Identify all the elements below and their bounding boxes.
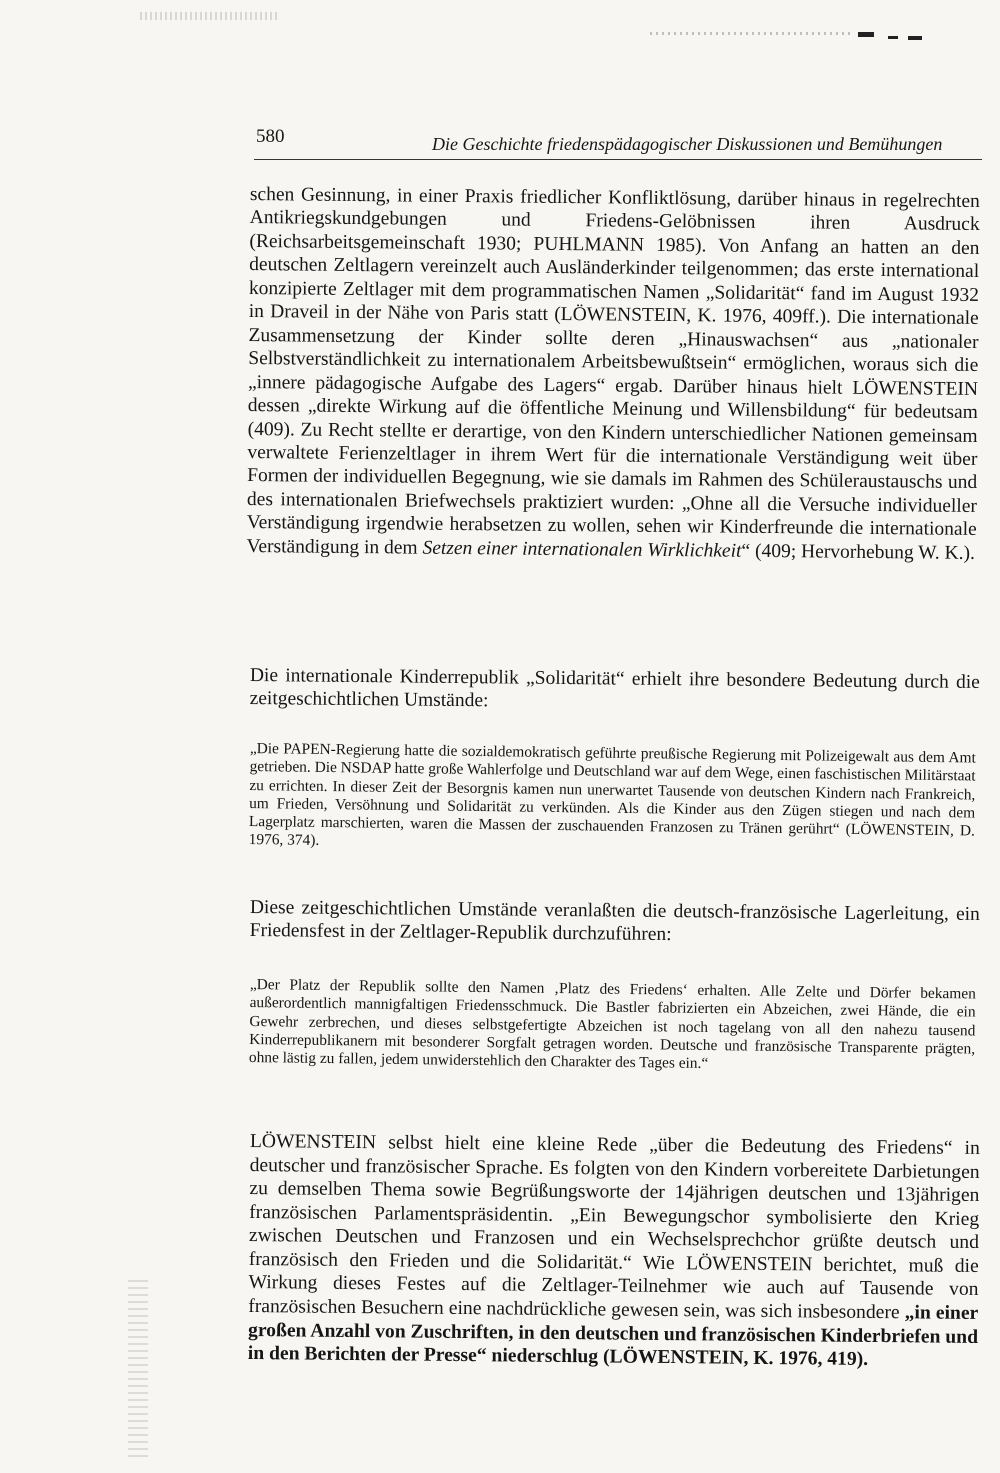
paragraph-4 (248, 1130, 980, 1373)
page-number: 580 (256, 126, 285, 147)
scan-artifact-top-right (650, 28, 930, 42)
header-rule (254, 159, 982, 160)
paragraph-1-emphasis: Setzen einer internationalen Wirklichkeit (422, 537, 742, 562)
block-quote-2: „Der Platz der Republik sollte den Namen ‚Platz des Friedens‘ erhalten. Alle Zelte und Dörfer bekamen außerordentlich mannigfaltigen Friedensschmuck. Die Bastler fabrizierten ein Abzeichen, zwei Hände, die ein Gewehr zerbrechen, und dieses selbstgefertigte Abzeichen ist noch tagelang von all den nahezu tausend Kinderrepublikanern mit besonderer Sorgfalt getragen worden. Deutsche und französische Transparente prägten, ohne lästig zu fallen, jedem unwiderstehlich den Charakter des Tages ein.“ (248, 976, 976, 1073)
paragraph-1-end: “ (409; Hervorhebung W. K.). (741, 540, 975, 564)
block-quote-1: „Die PAPEN-Regierung hatte die sozialdemokratisch geführte preußische Regierung mit Polizeigewalt aus dem Amt getrieben. Die NSDAP hatte große Wahlerfolge und Deutschland war auf dem Wege, einen faschistischen Militärstaat zu errichten. In dieser Zeit der Besorgnis kamen nun unerwartet Tausende von deutschen Kindern nach Frankreich, um Frieden, Versöhnung und Solidarität zu verkünden. Als die Kinder aus den Zügen stiegen und nach dem Lagerplatz marschierten, waren die Massen der zuschauenden Franzosen zu Tränen gerührt“ (LÖWENSTEIN, D. 1976, 374). (248, 740, 976, 850)
paragraph-2: Die internationale Kinderrepublik „Solidarität“ erhielt ihre besondere Bedeutung durch die zeitgeschichtlichen Umstände: (249, 664, 980, 712)
scan-artifact-top-left (140, 12, 280, 20)
running-head: Die Geschichte friedenspädagogischer Diskussionen und Bemühungen (432, 134, 943, 154)
paragraph-1-text: schen Gesinnung, in einer Praxis friedlicher Konfliktlösung, darüber hinaus in regelrechten Antikriegskundgebungen und Friedens-Gelöbnissen ihren Ausdruck (Reichsarbeitsgemeinschaft 1930; PUHLMANN 1985). Von Anfang an hatten an den deutschen Zeltlagern vereinzelt auch Ausländerkinder teilgenommen; das erste international konzipierte Zeltlager mit dem programmatischen Namen „Solidarität“ fand im August 1932 in Draveil in der Nähe von Paris statt (LÖWENSTEIN, K. 1976, 409ff.). Die internationale Zusammensetzung der Kinder sollte deren „Hinauswachsen“ aus „nationaler Selbstverständlichkeit zu internationalem Arbeitsbewußtsein“ ermöglichen, woraus sich die „innere pädagogische Aufgabe des Lagers“ ergab. Darüber hinaus hielt LÖWENSTEIN dessen „direkte Wirkung auf die öffentliche Meinung und Willensbildung“ für bedeutsam (409). Zu Recht stellte er derartige, von den Kindern unterschiedlicher Nationen gemeinsam verwaltete Ferienzeltlager in ihrem Wert für die internationale Verständigung weit über Formen der individuellen Begegnung, wie sie damals im Rahmen des Schüleraustauschs und des internationalen Briefwechsels praktiziert wurden: „Ohne all die Versuche individueller Verständigung irgendwie herabsetzen zu wollen, sehen wir Kinderfreunde die internationale Verständigung in dem (246, 183, 980, 559)
paragraph-4-text: LÖWENSTEIN selbst hielt eine kleine Rede „über die Bedeutung des Friedens“ in deutscher und französischer Sprache. Es folgten von den Kindern vorbereitete Darbietungen zu demselben Thema sowie Begrüßungsworte der 14jährigen deutschen und 13jährigen französischen Parlamentspräsidentin. „Ein Bewegungschor symbolisierte den Krieg zwischen Deutschen und Franzosen und ein Wechselsprechchor grüßte deutsch und französisch den Frieden und die Solidarität.“ Wie LÖWENSTEIN berichtet, muß die Wirkung dieses Festes auf die Zeltlager-Teilnehmer wie auch auf Tausende von französischen Besuchern eine nachdrückliche gewesen sein, was sich insbesondere (248, 1131, 980, 1324)
paragraph-1 (246, 183, 980, 565)
scan-artifact-left-edge (128, 1280, 148, 1460)
paragraph-4-bold-quote: „in einer großen Anzahl von Zuschriften, in den deutschen und französischen Kinderbriefen und in den Berichten der Presse“ niederschlug (LÖWENSTEIN, K. 1976, 419). (247, 1302, 979, 1371)
paragraph-3: Diese zeitgeschichtlichen Umstände veranlaßten die deutsch-französische Lagerleitung, ein Friedensfest in der Zeltlager-Republik durchzuführen: (249, 896, 980, 946)
